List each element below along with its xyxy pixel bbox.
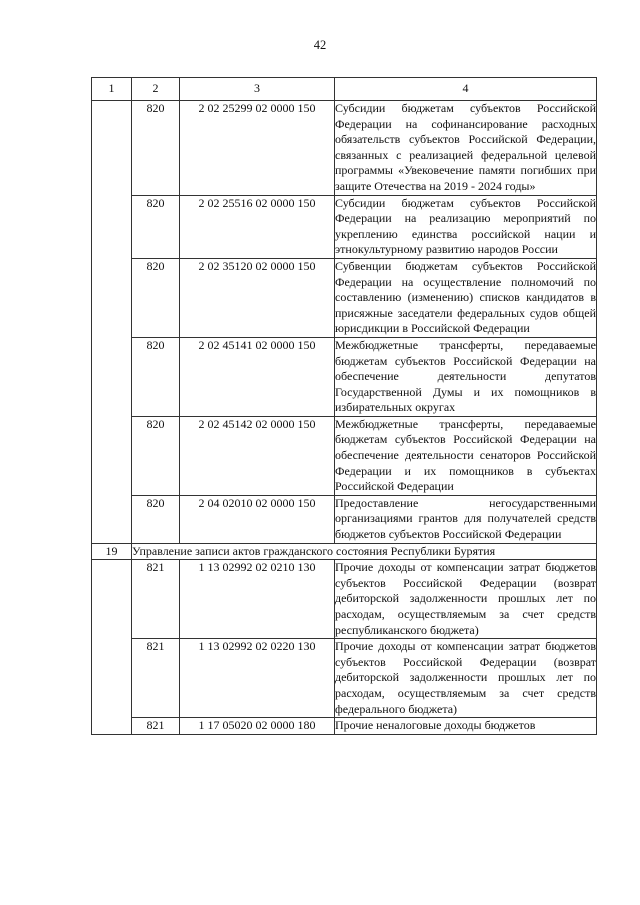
table-row (92, 195, 597, 258)
revenue-description: Субсидии бюджетам субъектов Российской Федерации на реализацию мероприятий по укреплению единства российской нации и этнокультурному развитию народов России (335, 195, 597, 258)
revenue-code: 2 02 35120 02 0000 150 (180, 258, 335, 337)
revenue-code: 1 13 02992 02 0210 130 (180, 560, 335, 639)
revenue-code: 2 04 02010 02 0000 150 (180, 495, 335, 543)
empty-cell (92, 101, 132, 544)
admin-code: 820 (132, 195, 180, 258)
table-row (92, 560, 597, 639)
admin-code: 820 (132, 416, 180, 495)
revenue-description: Межбюджетные трансферты, передаваемые бюджетам субъектов Российской Федерации на обеспечение деятельности сенаторов Российской Федерации и их помощников в субъектах Российской Федерации (335, 416, 597, 495)
admin-code: 821 (132, 718, 180, 735)
table-row (92, 495, 597, 543)
table-row (92, 639, 597, 718)
revenue-description: Прочие доходы от компенсации затрат бюджетов субъектов Российской Федерации (возврат дебиторской задолженности прошлых лет по расходам, осуществляемым за счет средств федерального бюджета) (335, 639, 597, 718)
revenue-code: 2 02 45142 02 0000 150 (180, 416, 335, 495)
section-title: Управление записи актов гражданского состояния Республики Бурятия (132, 543, 597, 560)
revenue-description: Прочие неналоговые доходы бюджетов (335, 718, 597, 735)
header-col-1: 1 (92, 78, 132, 101)
revenue-description: Субвенции бюджетам субъектов Российской Федерации на осуществление полномочий по составлению (изменению) списков кандидатов в присяжные заседатели федеральных судов общей юрисдикции в Российской Федерации (335, 258, 597, 337)
revenue-code: 1 13 02992 02 0220 130 (180, 639, 335, 718)
section-number: 19 (92, 543, 132, 560)
revenue-description: Прочие доходы от компенсации затрат бюджетов субъектов Российской Федерации (возврат дебиторской задолженности прошлых лет по расходам, осуществляемым за счет средств республиканского бюджета) (335, 560, 597, 639)
table-row (92, 337, 597, 416)
table-row (92, 258, 597, 337)
revenue-code: 1 17 05020 02 0000 180 (180, 718, 335, 735)
table-row (92, 101, 597, 196)
header-col-2: 2 (132, 78, 180, 101)
table-row (92, 718, 597, 735)
table-row (92, 416, 597, 495)
admin-code: 820 (132, 258, 180, 337)
header-col-4: 4 (335, 78, 597, 101)
admin-code: 820 (132, 337, 180, 416)
revenue-code: 2 02 25299 02 0000 150 (180, 101, 335, 196)
revenue-description: Межбюджетные трансферты, передаваемые бюджетам субъектов Российской Федерации на обеспечение деятельности депутатов Государственной Думы и их помощников в избирательных округах (335, 337, 597, 416)
revenue-description: Субсидии бюджетам субъектов Российской Федерации на софинансирование расходных обязательств субъектов Российской Федерации, связанных с реализацией федеральной целевой программы «Увековечение памяти погибших при защите Отечества на 2019 - 2024 годы» (335, 101, 597, 196)
revenue-code: 2 02 25516 02 0000 150 (180, 195, 335, 258)
revenue-description: Предоставление негосударственными организациями грантов для получателей средств бюджетов субъектов Российской Федерации (335, 495, 597, 543)
section-row (92, 543, 597, 560)
revenue-code: 2 02 45141 02 0000 150 (180, 337, 335, 416)
admin-code: 820 (132, 495, 180, 543)
admin-code: 821 (132, 560, 180, 639)
empty-cell (92, 560, 132, 735)
admin-code: 821 (132, 639, 180, 718)
header-col-3: 3 (180, 78, 335, 101)
page-number: 42 (313, 38, 327, 52)
table-header-row (92, 78, 597, 101)
admin-code: 820 (132, 101, 180, 196)
revenue-codes-table (91, 77, 597, 735)
